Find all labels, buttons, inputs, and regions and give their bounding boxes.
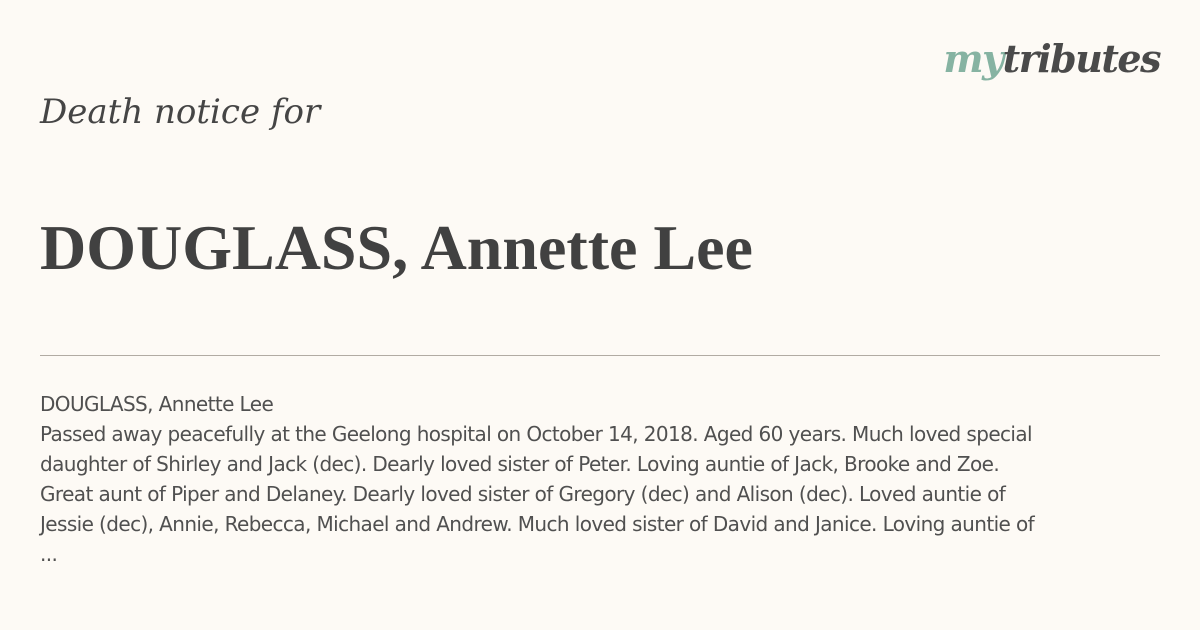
excerpt-ellipsis: ...: [40, 542, 58, 566]
notice-excerpt: [40, 389, 1130, 569]
excerpt-line: daughter of Shirley and Jack (dec). Dearly loved sister of Peter. Loving auntie of Jack, Brooke and Zoe.: [40, 452, 1000, 476]
deceased-name-heading: DOUGLASS, Annette Lee: [40, 212, 753, 283]
excerpt-line: Jessie (dec), Annie, Rebecca, Michael and Andrew. Much loved sister of David and Janice. Loving auntie of: [40, 512, 1035, 536]
excerpt-line: DOUGLASS, Annette Lee: [40, 392, 274, 416]
divider: [40, 355, 1160, 356]
logo-prefix: my: [943, 36, 1003, 81]
mytributes-logo: [943, 34, 1160, 84]
excerpt-line: Great aunt of Piper and Delaney. Dearly loved sister of Gregory (dec) and Alison (dec). Loved auntie of: [40, 482, 1006, 506]
notice-label: Death notice for: [40, 92, 321, 132]
excerpt-line: Passed away peacefully at the Geelong hospital on October 14, 2018. Aged 60 years. Much loved special: [40, 422, 1032, 446]
logo-suffix: tributes: [1002, 36, 1160, 81]
